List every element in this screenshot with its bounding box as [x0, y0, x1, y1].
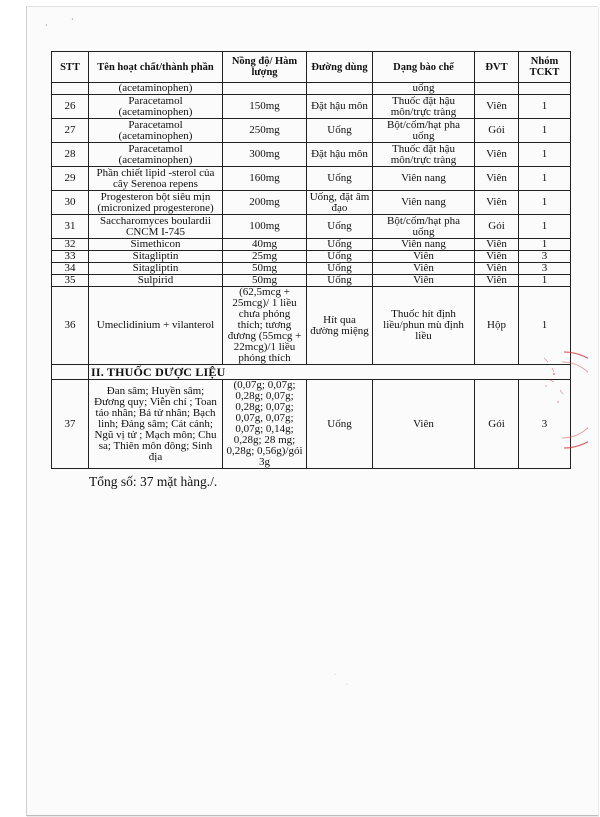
cell-route: Uống [307, 380, 373, 469]
cell-route: Đặt hậu môn [307, 95, 373, 119]
cell-group: 1 [519, 287, 571, 365]
cell-name: (acetaminophen) [89, 83, 223, 95]
total-items-text: Tổng số: 37 mặt hàng./. [89, 474, 218, 489]
header-route: Đường dùng [307, 52, 373, 83]
page-speck: · [334, 672, 336, 678]
cell-group: 1 [519, 275, 571, 287]
cell-unit: Viên [475, 239, 519, 251]
cell-route: Đặt hậu môn [307, 143, 373, 167]
cell-unit: Hộp [475, 287, 519, 365]
cell-group: 3 [519, 380, 571, 469]
cell-stt: 35 [52, 275, 89, 287]
cell-form: Thuốc hít định liều/phun mù định liều [373, 287, 475, 365]
cell-form: Viên nang [373, 191, 475, 215]
cell-stt: 29 [52, 167, 89, 191]
cell-form: Viên nang [373, 167, 475, 191]
cell-unit: Viên [475, 143, 519, 167]
cell-unit: Viên [475, 191, 519, 215]
cell-name: Sulpirid [89, 275, 223, 287]
cell-strength: 40mg [223, 239, 307, 251]
header-strength: Nồng độ/ Hàm lượng [223, 52, 307, 83]
cell-form: Viên [373, 380, 475, 469]
header-stt: STT [52, 52, 89, 83]
cell-unit: Viên [475, 251, 519, 263]
official-seal-stamp [524, 350, 588, 450]
cell-strength: 50mg [223, 275, 307, 287]
cell-route: Uống [307, 167, 373, 191]
cell-strength: 160mg [223, 167, 307, 191]
cell-stt: 32 [52, 239, 89, 251]
table-row [52, 119, 571, 143]
cell-unit: Gói [475, 215, 519, 239]
table-row [52, 95, 571, 119]
table-row [52, 251, 571, 263]
table-row [52, 215, 571, 239]
section-row [52, 365, 571, 380]
cell-route: Uống [307, 239, 373, 251]
cell-stt [52, 83, 89, 95]
cell-stt: 27 [52, 119, 89, 143]
cell-strength: 300mg [223, 143, 307, 167]
cell-stt: 26 [52, 95, 89, 119]
drug-list-table [51, 51, 571, 469]
cell-group [519, 83, 571, 95]
cell-strength: 100mg [223, 215, 307, 239]
table-header-row [52, 52, 571, 83]
cell-name: Simethicon [89, 239, 223, 251]
table-row [52, 275, 571, 287]
cell-form: Bột/cốm/hạt pha uống [373, 119, 475, 143]
cell-stt: 37 [52, 380, 89, 469]
cell-route: Uống [307, 263, 373, 275]
header-unit: ĐVT [475, 52, 519, 83]
cell-name: Paracetamol (acetaminophen) [89, 143, 223, 167]
cell-strength: 250mg [223, 119, 307, 143]
cell-group: 1 [519, 215, 571, 239]
cell-name: Paracetamol (acetaminophen) [89, 95, 223, 119]
cell-group: 1 [519, 239, 571, 251]
cell-route: Hít qua đường miệng [307, 287, 373, 365]
cell-strength [223, 83, 307, 95]
cell-unit [475, 83, 519, 95]
page-speck: · [346, 682, 348, 688]
cell-form: Viên [373, 275, 475, 287]
table-row [52, 167, 571, 191]
section-title: II. THUỐC DƯỢC LIỆU [89, 365, 571, 380]
cell-stt: 33 [52, 251, 89, 263]
cell-form: Viên [373, 251, 475, 263]
cell-group: 1 [519, 143, 571, 167]
table-row [52, 380, 571, 469]
cell-strength: 200mg [223, 191, 307, 215]
cell-name: Đan sâm; Huyền sâm; Đương quy; Viễn chí ; Toan táo nhân; Bá tử nhân; Bạch linh; Đảng sâm; Cát cánh; Ngũ vị tử ; Mạch môn; Chu sa; Thiên môn đông; Sinh địa [89, 380, 223, 469]
cell-strength: (0,07g; 0,07g; 0,28g; 0,07g; 0,28g; 0,07g; 0,07g, 0,07g; 0,07g; 0,14g; 0,28g; 28 mg; 0,28g; 0,56g)/gói 3g [223, 380, 307, 469]
cell-form: Thuốc đặt hậu môn/trực tràng [373, 95, 475, 119]
cell-stt: 28 [52, 143, 89, 167]
cell-strength: 150mg [223, 95, 307, 119]
page-speck: · [45, 21, 48, 30]
cell-form: Bột/cốm/hạt pha uống [373, 215, 475, 239]
cell-unit: Gói [475, 119, 519, 143]
cell-name: Paracetamol (acetaminophen) [89, 119, 223, 143]
table-row [52, 239, 571, 251]
cell-group: 1 [519, 119, 571, 143]
table-row-continuation [52, 83, 571, 95]
cell-strength: 25mg [223, 251, 307, 263]
cell-unit: Viên [475, 167, 519, 191]
table-row [52, 287, 571, 365]
cell-name: Progesteron bột siêu mịn (micronized progesterone) [89, 191, 223, 215]
cell-group: 1 [519, 167, 571, 191]
cell-stt: 36 [52, 287, 89, 365]
cell-group: 3 [519, 263, 571, 275]
cell-route: Uống [307, 275, 373, 287]
header-group: Nhóm TCKT [519, 52, 571, 83]
page-speck: · [71, 15, 74, 24]
cell-strength: (62,5mcg + 25mcg)/ 1 liều chưa phóng thích; tương đương (55mcg + 22mcg)/1 liều phóng thích [223, 287, 307, 365]
cell-unit: Viên [475, 275, 519, 287]
header-name: Tên hoạt chất/thành phần [89, 52, 223, 83]
cell-route: Uống [307, 119, 373, 143]
cell-unit: Viên [475, 95, 519, 119]
table-row [52, 191, 571, 215]
cell-form: uống [373, 83, 475, 95]
cell-form: Viên [373, 263, 475, 275]
cell-stt: 30 [52, 191, 89, 215]
cell-name: Sitagliptin [89, 263, 223, 275]
cell-strength: 50mg [223, 263, 307, 275]
cell-group: 3 [519, 251, 571, 263]
cell-unit: Gói [475, 380, 519, 469]
cell-route: Uống, đặt âm đạo [307, 191, 373, 215]
cell-name: Phần chiết lipid -sterol của cây Serenoa repens [89, 167, 223, 191]
cell-route [307, 83, 373, 95]
table-row [52, 263, 571, 275]
cell-name: Umeclidinium + vilanterol [89, 287, 223, 365]
cell-group: 1 [519, 95, 571, 119]
cell-name: Sitagliptin [89, 251, 223, 263]
cell-name: Saccharomyces boulardii CNCM I-745 [89, 215, 223, 239]
cell-route: Uống [307, 251, 373, 263]
cell-stt: 34 [52, 263, 89, 275]
header-form: Dạng bào chế [373, 52, 475, 83]
cell-route: Uống [307, 215, 373, 239]
cell-stt: 31 [52, 215, 89, 239]
cell-unit: Viên [475, 263, 519, 275]
table-row [52, 143, 571, 167]
cell-form: Viên nang [373, 239, 475, 251]
cell-form: Thuốc đặt hậu môn/trực tràng [373, 143, 475, 167]
cell-stt [52, 365, 89, 380]
cell-group: 1 [519, 191, 571, 215]
